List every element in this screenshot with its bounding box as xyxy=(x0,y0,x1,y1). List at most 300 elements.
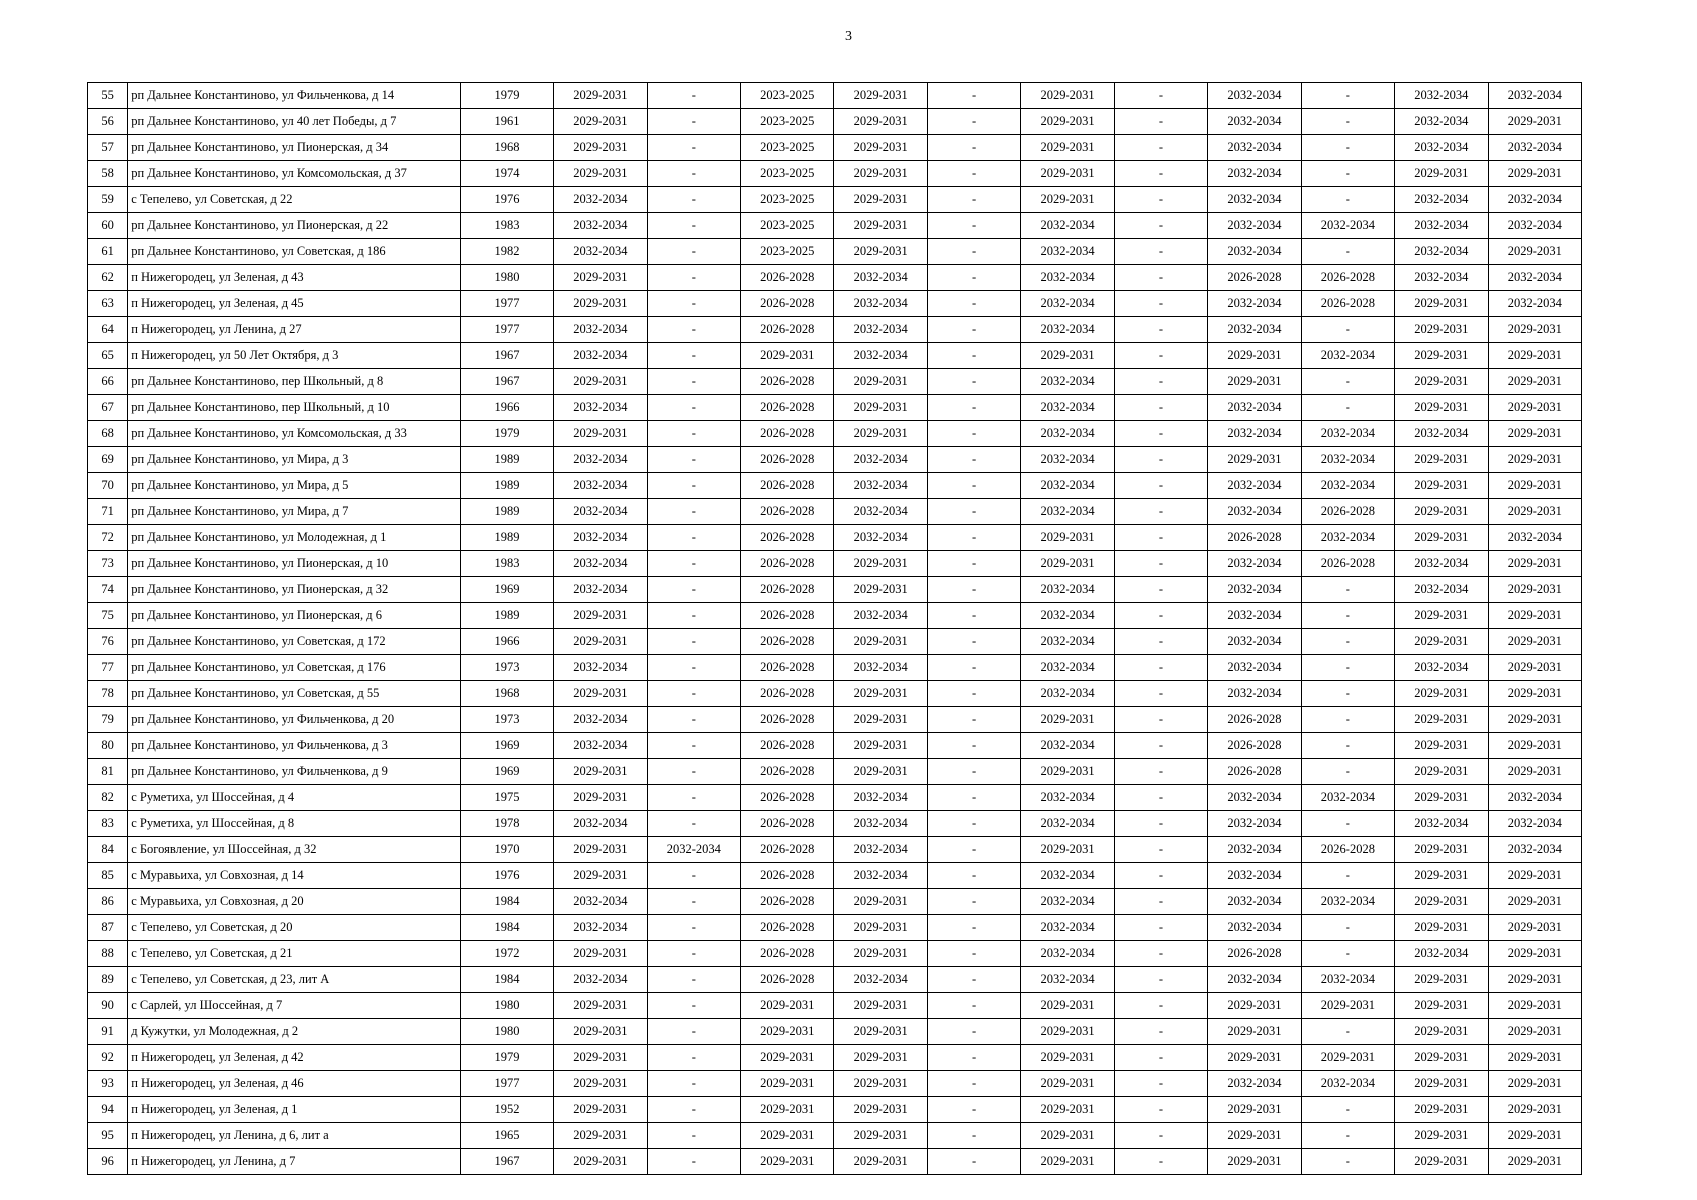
work-period-11-cell: 2032-2034 xyxy=(1488,83,1581,109)
row-number-cell: 89 xyxy=(88,967,128,993)
work-period-10-cell: 2029-2031 xyxy=(1395,915,1488,941)
table-row xyxy=(88,603,1582,629)
work-period-5-cell: - xyxy=(927,967,1020,993)
table-row xyxy=(88,707,1582,733)
work-period-2-cell: - xyxy=(647,317,740,343)
row-number-cell: 65 xyxy=(88,343,128,369)
work-period-3-cell: 2026-2028 xyxy=(741,447,834,473)
work-period-2-cell: - xyxy=(647,707,740,733)
work-period-6-cell: 2032-2034 xyxy=(1021,629,1114,655)
address-cell: с Сарлей, ул Шоссейная, д 7 xyxy=(128,993,461,1019)
work-period-9-cell: 2026-2028 xyxy=(1301,551,1394,577)
work-period-2-cell: - xyxy=(647,629,740,655)
work-period-5-cell: - xyxy=(927,915,1020,941)
work-period-9-cell: 2032-2034 xyxy=(1301,785,1394,811)
work-period-3-cell: 2026-2028 xyxy=(741,759,834,785)
build-year-cell: 1973 xyxy=(460,655,553,681)
work-period-3-cell: 2026-2028 xyxy=(741,785,834,811)
build-year-cell: 1967 xyxy=(460,369,553,395)
work-period-3-cell: 2026-2028 xyxy=(741,421,834,447)
work-period-10-cell: 2032-2034 xyxy=(1395,109,1488,135)
work-period-7-cell: - xyxy=(1114,447,1207,473)
build-year-cell: 1989 xyxy=(460,447,553,473)
build-year-cell: 1982 xyxy=(460,239,553,265)
work-period-5-cell: - xyxy=(927,733,1020,759)
work-period-7-cell: - xyxy=(1114,889,1207,915)
work-period-8-cell: 2032-2034 xyxy=(1208,1071,1301,1097)
work-period-10-cell: 2029-2031 xyxy=(1395,837,1488,863)
work-period-5-cell: - xyxy=(927,161,1020,187)
work-period-2-cell: - xyxy=(647,759,740,785)
work-period-2-cell: - xyxy=(647,213,740,239)
work-period-5-cell: - xyxy=(927,395,1020,421)
work-period-6-cell: 2032-2034 xyxy=(1021,577,1114,603)
work-period-1-cell: 2032-2034 xyxy=(554,525,647,551)
work-period-9-cell: - xyxy=(1301,161,1394,187)
work-period-2-cell: - xyxy=(647,525,740,551)
work-period-6-cell: 2029-2031 xyxy=(1021,525,1114,551)
table-row xyxy=(88,395,1582,421)
address-cell: рп Дальнее Константиново, ул Мира, д 5 xyxy=(128,473,461,499)
work-period-3-cell: 2026-2028 xyxy=(741,655,834,681)
row-number-cell: 76 xyxy=(88,629,128,655)
work-period-8-cell: 2026-2028 xyxy=(1208,759,1301,785)
work-period-4-cell: 2029-2031 xyxy=(834,577,927,603)
work-period-4-cell: 2029-2031 xyxy=(834,109,927,135)
work-period-4-cell: 2032-2034 xyxy=(834,317,927,343)
work-period-8-cell: 2032-2034 xyxy=(1208,915,1301,941)
work-period-11-cell: 2029-2031 xyxy=(1488,317,1581,343)
work-period-3-cell: 2026-2028 xyxy=(741,629,834,655)
work-period-4-cell: 2029-2031 xyxy=(834,733,927,759)
address-cell: рп Дальнее Константиново, пер Школьный, д 10 xyxy=(128,395,461,421)
row-number-cell: 82 xyxy=(88,785,128,811)
address-cell: с Муравьиха, ул Совхозная, д 14 xyxy=(128,863,461,889)
work-period-6-cell: 2029-2031 xyxy=(1021,759,1114,785)
table-row xyxy=(88,993,1582,1019)
row-number-cell: 57 xyxy=(88,135,128,161)
row-number-cell: 75 xyxy=(88,603,128,629)
row-number-cell: 67 xyxy=(88,395,128,421)
work-period-8-cell: 2029-2031 xyxy=(1208,369,1301,395)
work-period-11-cell: 2029-2031 xyxy=(1488,551,1581,577)
work-period-4-cell: 2032-2034 xyxy=(834,499,927,525)
work-period-10-cell: 2029-2031 xyxy=(1395,1149,1488,1175)
build-year-cell: 1989 xyxy=(460,473,553,499)
work-period-2-cell: - xyxy=(647,499,740,525)
work-period-10-cell: 2029-2031 xyxy=(1395,629,1488,655)
table-row xyxy=(88,551,1582,577)
work-period-6-cell: 2032-2034 xyxy=(1021,889,1114,915)
work-period-2-cell: 2032-2034 xyxy=(647,837,740,863)
work-period-2-cell: - xyxy=(647,1097,740,1123)
address-cell: с Тепелево, ул Советская, д 20 xyxy=(128,915,461,941)
build-year-cell: 1983 xyxy=(460,213,553,239)
work-period-6-cell: 2029-2031 xyxy=(1021,1123,1114,1149)
work-period-6-cell: 2032-2034 xyxy=(1021,317,1114,343)
work-period-11-cell: 2029-2031 xyxy=(1488,889,1581,915)
work-period-8-cell: 2032-2034 xyxy=(1208,837,1301,863)
row-number-cell: 66 xyxy=(88,369,128,395)
work-period-9-cell: - xyxy=(1301,759,1394,785)
work-period-4-cell: 2029-2031 xyxy=(834,239,927,265)
address-cell: п Нижегородец, ул Зеленая, д 45 xyxy=(128,291,461,317)
work-period-4-cell: 2029-2031 xyxy=(834,1071,927,1097)
table-row xyxy=(88,343,1582,369)
row-number-cell: 95 xyxy=(88,1123,128,1149)
work-period-4-cell: 2032-2034 xyxy=(834,525,927,551)
work-period-3-cell: 2026-2028 xyxy=(741,499,834,525)
work-period-2-cell: - xyxy=(647,447,740,473)
work-period-5-cell: - xyxy=(927,421,1020,447)
row-number-cell: 74 xyxy=(88,577,128,603)
address-cell: п Нижегородец, ул Ленина, д 6, лит а xyxy=(128,1123,461,1149)
table-row xyxy=(88,629,1582,655)
work-period-4-cell: 2029-2031 xyxy=(834,135,927,161)
table-row xyxy=(88,1019,1582,1045)
work-period-10-cell: 2032-2034 xyxy=(1395,239,1488,265)
work-period-2-cell: - xyxy=(647,395,740,421)
work-period-5-cell: - xyxy=(927,993,1020,1019)
address-cell: рп Дальнее Константиново, ул Пионерская, д 10 xyxy=(128,551,461,577)
table-row xyxy=(88,1123,1582,1149)
address-cell: рп Дальнее Константиново, ул Мира, д 7 xyxy=(128,499,461,525)
work-period-8-cell: 2029-2031 xyxy=(1208,447,1301,473)
work-period-8-cell: 2029-2031 xyxy=(1208,1149,1301,1175)
work-period-7-cell: - xyxy=(1114,1045,1207,1071)
work-period-3-cell: 2023-2025 xyxy=(741,213,834,239)
table-row xyxy=(88,473,1582,499)
work-period-8-cell: 2032-2034 xyxy=(1208,811,1301,837)
work-period-9-cell: - xyxy=(1301,1019,1394,1045)
work-period-4-cell: 2029-2031 xyxy=(834,187,927,213)
work-period-11-cell: 2029-2031 xyxy=(1488,967,1581,993)
row-number-cell: 81 xyxy=(88,759,128,785)
work-period-3-cell: 2026-2028 xyxy=(741,733,834,759)
table-row xyxy=(88,525,1582,551)
work-period-9-cell: 2032-2034 xyxy=(1301,1071,1394,1097)
work-period-5-cell: - xyxy=(927,83,1020,109)
work-period-6-cell: 2032-2034 xyxy=(1021,733,1114,759)
work-period-2-cell: - xyxy=(647,161,740,187)
work-period-8-cell: 2029-2031 xyxy=(1208,343,1301,369)
table-row xyxy=(88,785,1582,811)
work-period-9-cell: - xyxy=(1301,629,1394,655)
work-period-11-cell: 2029-2031 xyxy=(1488,759,1581,785)
work-period-1-cell: 2032-2034 xyxy=(554,395,647,421)
address-cell: рп Дальнее Константиново, ул Фильченкова, д 3 xyxy=(128,733,461,759)
work-period-6-cell: 2032-2034 xyxy=(1021,681,1114,707)
work-period-1-cell: 2032-2034 xyxy=(554,343,647,369)
work-period-11-cell: 2029-2031 xyxy=(1488,1149,1581,1175)
work-period-9-cell: - xyxy=(1301,317,1394,343)
work-period-1-cell: 2029-2031 xyxy=(554,941,647,967)
work-period-3-cell: 2029-2031 xyxy=(741,1045,834,1071)
work-period-1-cell: 2029-2031 xyxy=(554,109,647,135)
work-period-7-cell: - xyxy=(1114,1097,1207,1123)
work-period-10-cell: 2029-2031 xyxy=(1395,1097,1488,1123)
work-period-10-cell: 2032-2034 xyxy=(1395,421,1488,447)
work-period-7-cell: - xyxy=(1114,837,1207,863)
work-period-2-cell: - xyxy=(647,603,740,629)
address-cell: п Нижегородец, ул 50 Лет Октября, д 3 xyxy=(128,343,461,369)
work-period-11-cell: 2029-2031 xyxy=(1488,395,1581,421)
work-period-9-cell: 2026-2028 xyxy=(1301,499,1394,525)
work-period-8-cell: 2029-2031 xyxy=(1208,1045,1301,1071)
work-period-9-cell: - xyxy=(1301,1149,1394,1175)
work-period-10-cell: 2029-2031 xyxy=(1395,681,1488,707)
work-period-8-cell: 2032-2034 xyxy=(1208,239,1301,265)
work-period-3-cell: 2026-2028 xyxy=(741,707,834,733)
work-period-7-cell: - xyxy=(1114,473,1207,499)
build-year-cell: 1976 xyxy=(460,187,553,213)
work-period-11-cell: 2029-2031 xyxy=(1488,655,1581,681)
work-period-3-cell: 2026-2028 xyxy=(741,967,834,993)
work-period-10-cell: 2032-2034 xyxy=(1395,83,1488,109)
work-period-2-cell: - xyxy=(647,733,740,759)
work-period-4-cell: 2032-2034 xyxy=(834,473,927,499)
work-period-8-cell: 2026-2028 xyxy=(1208,525,1301,551)
work-period-6-cell: 2032-2034 xyxy=(1021,239,1114,265)
row-number-cell: 55 xyxy=(88,83,128,109)
table-row xyxy=(88,915,1582,941)
address-cell: рп Дальнее Константиново, ул Фильченкова, д 20 xyxy=(128,707,461,733)
work-period-6-cell: 2032-2034 xyxy=(1021,863,1114,889)
work-period-10-cell: 2032-2034 xyxy=(1395,135,1488,161)
work-period-9-cell: - xyxy=(1301,941,1394,967)
work-period-10-cell: 2029-2031 xyxy=(1395,473,1488,499)
work-period-8-cell: 2032-2034 xyxy=(1208,967,1301,993)
work-period-6-cell: 2032-2034 xyxy=(1021,369,1114,395)
work-period-4-cell: 2032-2034 xyxy=(834,291,927,317)
work-period-7-cell: - xyxy=(1114,265,1207,291)
work-period-6-cell: 2032-2034 xyxy=(1021,447,1114,473)
work-period-4-cell: 2032-2034 xyxy=(834,837,927,863)
work-period-2-cell: - xyxy=(647,889,740,915)
row-number-cell: 61 xyxy=(88,239,128,265)
work-period-8-cell: 2032-2034 xyxy=(1208,473,1301,499)
work-period-5-cell: - xyxy=(927,785,1020,811)
work-period-9-cell: 2032-2034 xyxy=(1301,421,1394,447)
table-row xyxy=(88,161,1582,187)
address-cell: рп Дальнее Константиново, ул Фильченкова, д 14 xyxy=(128,83,461,109)
address-cell: п Нижегородец, ул Зеленая, д 1 xyxy=(128,1097,461,1123)
work-period-5-cell: - xyxy=(927,681,1020,707)
work-period-2-cell: - xyxy=(647,1019,740,1045)
work-period-6-cell: 2032-2034 xyxy=(1021,941,1114,967)
row-number-cell: 86 xyxy=(88,889,128,915)
work-period-4-cell: 2032-2034 xyxy=(834,603,927,629)
work-period-9-cell: - xyxy=(1301,135,1394,161)
work-period-2-cell: - xyxy=(647,785,740,811)
work-period-2-cell: - xyxy=(647,1071,740,1097)
row-number-cell: 56 xyxy=(88,109,128,135)
work-period-1-cell: 2032-2034 xyxy=(554,967,647,993)
work-period-11-cell: 2029-2031 xyxy=(1488,239,1581,265)
build-year-cell: 1973 xyxy=(460,707,553,733)
table-row xyxy=(88,889,1582,915)
work-period-2-cell: - xyxy=(647,239,740,265)
work-period-1-cell: 2029-2031 xyxy=(554,993,647,1019)
work-period-11-cell: 2029-2031 xyxy=(1488,603,1581,629)
work-period-10-cell: 2029-2031 xyxy=(1395,1045,1488,1071)
work-period-8-cell: 2032-2034 xyxy=(1208,551,1301,577)
work-period-7-cell: - xyxy=(1114,655,1207,681)
address-cell: п Нижегородец, ул Зеленая, д 42 xyxy=(128,1045,461,1071)
work-period-7-cell: - xyxy=(1114,135,1207,161)
work-period-7-cell: - xyxy=(1114,733,1207,759)
address-cell: рп Дальнее Константиново, ул Советская, д 186 xyxy=(128,239,461,265)
work-period-3-cell: 2026-2028 xyxy=(741,473,834,499)
work-period-4-cell: 2032-2034 xyxy=(834,967,927,993)
work-period-11-cell: 2029-2031 xyxy=(1488,421,1581,447)
work-period-10-cell: 2029-2031 xyxy=(1395,993,1488,1019)
work-period-9-cell: 2029-2031 xyxy=(1301,993,1394,1019)
work-period-9-cell: 2032-2034 xyxy=(1301,447,1394,473)
table-row xyxy=(88,941,1582,967)
build-year-cell: 1968 xyxy=(460,681,553,707)
work-period-10-cell: 2029-2031 xyxy=(1395,603,1488,629)
build-year-cell: 1967 xyxy=(460,343,553,369)
row-number-cell: 71 xyxy=(88,499,128,525)
build-year-cell: 1984 xyxy=(460,889,553,915)
work-period-8-cell: 2026-2028 xyxy=(1208,941,1301,967)
work-period-8-cell: 2032-2034 xyxy=(1208,681,1301,707)
work-period-6-cell: 2029-2031 xyxy=(1021,1019,1114,1045)
work-period-5-cell: - xyxy=(927,291,1020,317)
table-row xyxy=(88,447,1582,473)
work-period-5-cell: - xyxy=(927,135,1020,161)
work-period-11-cell: 2029-2031 xyxy=(1488,369,1581,395)
work-period-10-cell: 2029-2031 xyxy=(1395,499,1488,525)
work-period-2-cell: - xyxy=(647,863,740,889)
table-row xyxy=(88,369,1582,395)
work-period-8-cell: 2026-2028 xyxy=(1208,733,1301,759)
work-period-8-cell: 2032-2034 xyxy=(1208,395,1301,421)
work-period-9-cell: 2032-2034 xyxy=(1301,525,1394,551)
row-number-cell: 77 xyxy=(88,655,128,681)
work-period-8-cell: 2029-2031 xyxy=(1208,993,1301,1019)
work-period-7-cell: - xyxy=(1114,109,1207,135)
table-row xyxy=(88,239,1582,265)
work-period-10-cell: 2029-2031 xyxy=(1395,707,1488,733)
row-number-cell: 64 xyxy=(88,317,128,343)
address-cell: рп Дальнее Константиново, ул Пионерская, д 34 xyxy=(128,135,461,161)
address-cell: с Тепелево, ул Советская, д 23, лит А xyxy=(128,967,461,993)
work-period-7-cell: - xyxy=(1114,915,1207,941)
work-period-7-cell: - xyxy=(1114,161,1207,187)
build-year-cell: 1961 xyxy=(460,109,553,135)
work-period-1-cell: 2029-2031 xyxy=(554,1045,647,1071)
work-period-10-cell: 2029-2031 xyxy=(1395,447,1488,473)
work-period-11-cell: 2032-2034 xyxy=(1488,525,1581,551)
work-period-4-cell: 2029-2031 xyxy=(834,1097,927,1123)
work-period-1-cell: 2029-2031 xyxy=(554,291,647,317)
work-period-11-cell: 2029-2031 xyxy=(1488,1123,1581,1149)
work-period-9-cell: 2032-2034 xyxy=(1301,213,1394,239)
work-period-9-cell: - xyxy=(1301,811,1394,837)
work-period-8-cell: 2032-2034 xyxy=(1208,863,1301,889)
work-period-1-cell: 2029-2031 xyxy=(554,629,647,655)
work-period-3-cell: 2026-2028 xyxy=(741,889,834,915)
table-row xyxy=(88,1097,1582,1123)
table-row xyxy=(88,811,1582,837)
work-period-2-cell: - xyxy=(647,135,740,161)
work-period-5-cell: - xyxy=(927,1097,1020,1123)
table-row xyxy=(88,577,1582,603)
work-period-3-cell: 2029-2031 xyxy=(741,1149,834,1175)
table-row xyxy=(88,135,1582,161)
table-row xyxy=(88,863,1582,889)
work-period-1-cell: 2029-2031 xyxy=(554,1097,647,1123)
work-period-2-cell: - xyxy=(647,421,740,447)
work-period-1-cell: 2029-2031 xyxy=(554,759,647,785)
work-period-6-cell: 2029-2031 xyxy=(1021,83,1114,109)
page-number: 3 xyxy=(845,29,852,44)
table-body xyxy=(88,83,1582,1175)
build-year-cell: 1984 xyxy=(460,967,553,993)
row-number-cell: 84 xyxy=(88,837,128,863)
work-period-2-cell: - xyxy=(647,967,740,993)
build-year-cell: 1979 xyxy=(460,83,553,109)
work-period-6-cell: 2032-2034 xyxy=(1021,967,1114,993)
work-period-5-cell: - xyxy=(927,213,1020,239)
work-period-5-cell: - xyxy=(927,889,1020,915)
work-period-7-cell: - xyxy=(1114,525,1207,551)
work-period-5-cell: - xyxy=(927,499,1020,525)
work-period-1-cell: 2032-2034 xyxy=(554,551,647,577)
work-period-9-cell: - xyxy=(1301,577,1394,603)
work-period-1-cell: 2029-2031 xyxy=(554,837,647,863)
table-row xyxy=(88,499,1582,525)
work-period-6-cell: 2029-2031 xyxy=(1021,1071,1114,1097)
work-period-5-cell: - xyxy=(927,837,1020,863)
build-year-cell: 1972 xyxy=(460,941,553,967)
work-period-8-cell: 2032-2034 xyxy=(1208,109,1301,135)
work-period-7-cell: - xyxy=(1114,499,1207,525)
work-period-5-cell: - xyxy=(927,447,1020,473)
work-period-9-cell: - xyxy=(1301,1123,1394,1149)
address-cell: рп Дальнее Константиново, ул Мира, д 3 xyxy=(128,447,461,473)
work-period-9-cell: - xyxy=(1301,603,1394,629)
work-period-5-cell: - xyxy=(927,1019,1020,1045)
work-period-4-cell: 2029-2031 xyxy=(834,395,927,421)
work-period-2-cell: - xyxy=(647,1045,740,1071)
build-year-cell: 1977 xyxy=(460,291,553,317)
work-period-5-cell: - xyxy=(927,1149,1020,1175)
work-period-10-cell: 2029-2031 xyxy=(1395,291,1488,317)
table-row xyxy=(88,967,1582,993)
build-year-cell: 1989 xyxy=(460,603,553,629)
work-period-6-cell: 2032-2034 xyxy=(1021,655,1114,681)
work-period-5-cell: - xyxy=(927,473,1020,499)
work-period-7-cell: - xyxy=(1114,343,1207,369)
work-period-9-cell: - xyxy=(1301,1097,1394,1123)
work-period-9-cell: - xyxy=(1301,369,1394,395)
work-period-4-cell: 2029-2031 xyxy=(834,213,927,239)
work-period-11-cell: 2029-2031 xyxy=(1488,499,1581,525)
work-period-6-cell: 2032-2034 xyxy=(1021,915,1114,941)
work-period-5-cell: - xyxy=(927,369,1020,395)
work-period-10-cell: 2029-2031 xyxy=(1395,1123,1488,1149)
work-period-7-cell: - xyxy=(1114,967,1207,993)
work-period-1-cell: 2029-2031 xyxy=(554,681,647,707)
work-period-6-cell: 2032-2034 xyxy=(1021,291,1114,317)
row-number-cell: 96 xyxy=(88,1149,128,1175)
work-period-3-cell: 2023-2025 xyxy=(741,135,834,161)
work-period-5-cell: - xyxy=(927,1123,1020,1149)
row-number-cell: 68 xyxy=(88,421,128,447)
